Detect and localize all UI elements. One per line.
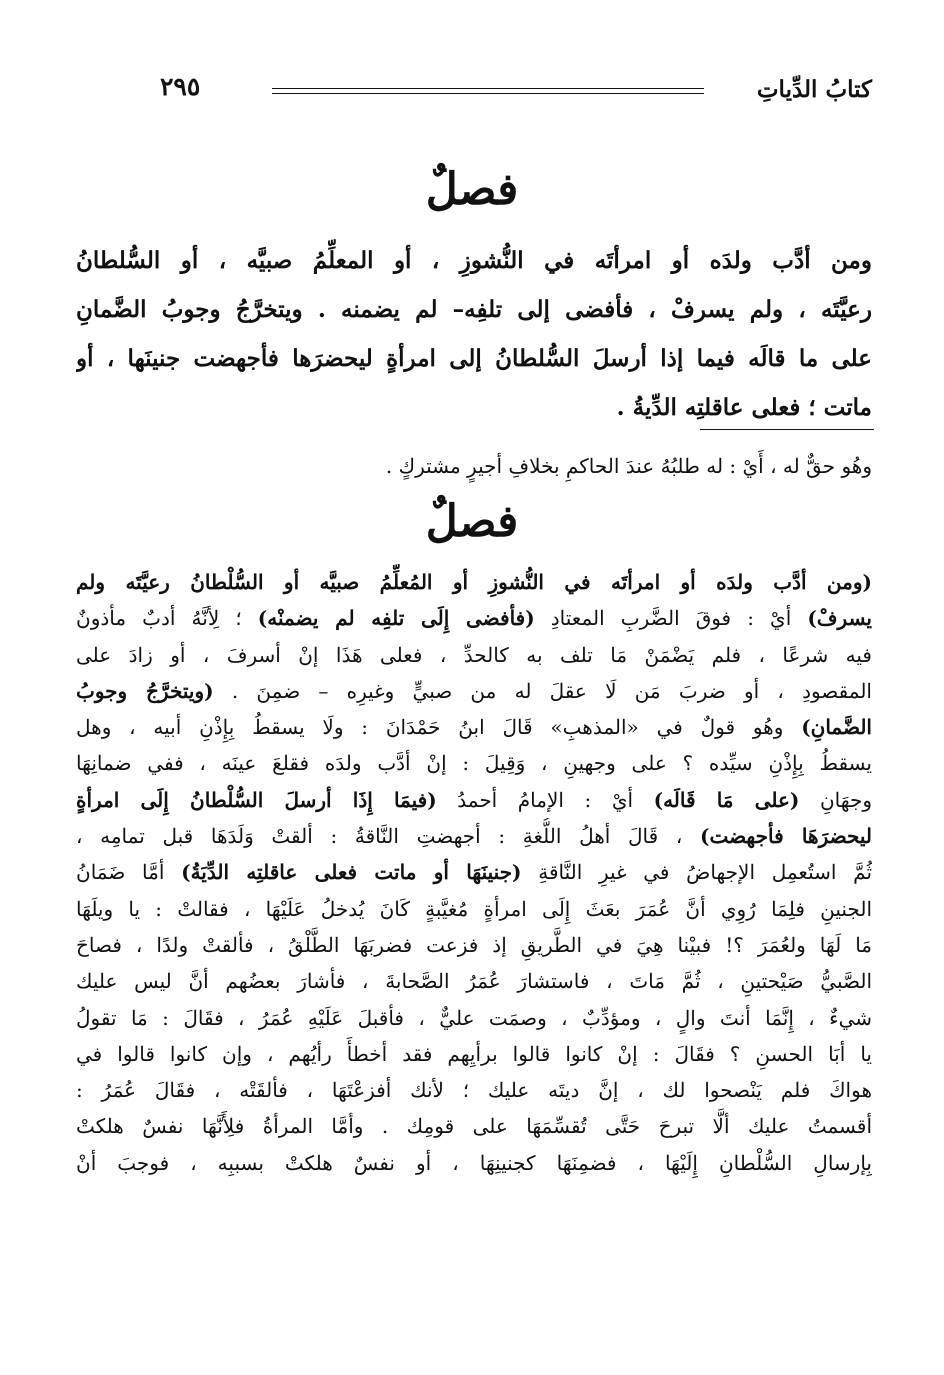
commentary-line bbox=[76, 963, 872, 999]
matn-line: على ما قالَه فيما إذا أرسلَ السُّلطانُ إلى امرأةٍ ليحضرَها فأجهضت جنينَها ، أو bbox=[76, 345, 872, 372]
commentary-run: ثُمَّ استُعمِل الإجهاضُ في غيرِ النَّاقةِ bbox=[521, 860, 872, 885]
commentary-run: أقسمتُ عليك ألَّا تبرحَ حَتَّى تُقسِّمَهَا على قومِك . وأمَّا المرأةُ فلِأَنَّهَا نفسٌ هلكتْ bbox=[76, 1114, 872, 1139]
commentary-line bbox=[76, 1108, 872, 1144]
commentary-line bbox=[76, 854, 872, 890]
commentary-run: يسقطُ بِإِذْنِ سيِّده ؟ على وجهينِ ، وَقِيلَ : إنْ أدَّب ولدَه فقلعَ عينَه ، ففي ضمانِهَا bbox=[76, 751, 872, 776]
commentary-line bbox=[76, 637, 872, 673]
commentary-run: شيءٌ ، إِنَّمَا أنتَ والٍ ، ومؤدِّبٌ ، وصمَت عليٌّ ، فأقبلَ عَلَيْهِ عُمَرُ ، فقَالَ : مَا تقولُ bbox=[76, 1005, 872, 1030]
commentary-run: وجهَانِ bbox=[799, 787, 872, 812]
matn-line: ماتت ؛ فعلى عاقلتِه الدِّيةُ . bbox=[616, 394, 872, 421]
commentary-run: ، قَالَ أهلُ اللُّغةِ : أجهضتِ النَّاقةُ : ألقتْ وَلَدَهَا قبل تمامِه ، bbox=[76, 824, 700, 849]
commentary-run: ؛ لِأنَّهُ أدبٌ مأذونٌ bbox=[76, 606, 258, 631]
footnote-text: وهُو حقٌّ له ، أَيْ : له طلبُهُ عندَ الحاكمِ بخلافِ أجيرٍ مشتركٍ . bbox=[385, 454, 872, 478]
matn-quote: ليحضرَهَا فأجهضت) bbox=[699, 824, 872, 849]
commentary-line bbox=[76, 927, 872, 963]
commentary-line bbox=[76, 745, 872, 781]
matn-quote: (جنينَهَا أو ماتت فعلى عاقلتِه الدِّيَةُ) bbox=[181, 860, 522, 885]
commentary-run: بِإرسالِ السُّلْطانِ إِلَيْهَا ، فضمِنَهَا كجنينِهَا ، أو نفسٌ هلكتْ بسببِه ، فوجبَ أنْ bbox=[76, 1150, 872, 1175]
commentary-line bbox=[76, 818, 872, 854]
page-header bbox=[160, 72, 872, 112]
section-heading: فصلٌ bbox=[425, 496, 519, 547]
commentary-run: الصَّبيُّ صَيْحتينِ ، ثُمَّ مَاتَ ، فاستشارَ عُمَرُ الصَّحابةَ ، فأشارَ بعضُهم أنَّ ليس عليك bbox=[76, 969, 872, 994]
commentary-run: هواكَ فلم يَنْصحوا لك ، إنَّ ديتَه عليك ؛ لأنك أفزعْتَهَا ، فألقَتْه ، فقَالَ عُمَرُ : bbox=[76, 1078, 872, 1103]
commentary-line bbox=[76, 782, 872, 818]
matn-line: رعيَّتَه ، ولم يسرفْ ، فأفضى إلى تلفِه– لم يضمنه . ويتخرَّجُ وجوبُ الضَّمانِ bbox=[76, 296, 872, 323]
matn-quote: (فأفضى إِلَى تلفِه لم يضمنْه) bbox=[257, 606, 535, 631]
matn-line: ومن أدَّب ولدَه أو امرأتَه في النُّشوزِ ، أو المعلِّمُ صبيَّه ، أو السُّلطانُ bbox=[76, 247, 872, 274]
matn-quote: (ومن أدَّب ولدَه أو امرأتَه في النُّشوزِ أو المُعلِّمُ صبيَّه أو السُّلْطانُ رعيَّتَه ولم bbox=[76, 570, 872, 594]
commentary-run: أيْ : فوقَ الضَّربِ المعتادِ bbox=[534, 606, 808, 631]
page-number: ٢٩٥ bbox=[160, 72, 201, 101]
matn-quote: (على مَا قَالَه) bbox=[653, 787, 800, 812]
matn-quote: (فيمَا إِذَا أرسلَ السُّلْطانُ إِلَى امرأةٍ bbox=[76, 787, 437, 812]
commentary-line bbox=[76, 673, 872, 709]
commentary-run: المقصودِ ، أو ضربَ مَن لَا عقلَ له من صبيٍّ وغيرِه – ضمِنَ . bbox=[213, 678, 872, 703]
commentary-text bbox=[76, 564, 872, 1181]
commentary-line bbox=[76, 709, 872, 745]
commentary-run: فيه شرعًا ، فلم يَضْمَنْ مَا تلف به كالحدِّ ، فعلى هَذَا إنْ أسرفَ ، أو زادَ على bbox=[76, 642, 872, 667]
commentary-line bbox=[76, 891, 872, 927]
commentary-line bbox=[76, 1000, 872, 1036]
commentary-run: الجنينِ فلِمَا رُوِي أنَّ عُمَرَ بعَثَ إِلَى امرأةٍ مُغيَّبةٍ كَانَ يُدخلُ عَلَيْهَا ، فقالتْ : يا ويلَهَا bbox=[76, 896, 872, 921]
commentary-run: مَا لَهَا ولعُمَرَ ؟! فبيْنا هِيَ في الطَّريقِ إذ فزعت فضربَهَا الطَّلْقُ ، فألقتْ ولدًا ، فصاحَ bbox=[76, 932, 872, 957]
footnote-rule bbox=[700, 429, 874, 430]
commentary-run: أيْ : الإمامُ أحمدُ bbox=[436, 787, 654, 812]
header-rule bbox=[272, 88, 704, 94]
commentary-line bbox=[76, 564, 872, 600]
commentary-run: أمَّا ضَمَانُ bbox=[76, 860, 182, 885]
commentary-run: وهُو قولٌ في «المذهبِ» قَالَ ابنُ حَمْدَانَ : ولَا يسقطُ بِإِذْنِ أبيه ، وهل bbox=[76, 715, 802, 740]
section-heading: فصلٌ bbox=[425, 164, 519, 215]
matn-quote: (ويتخرَّجُ وجوبُ bbox=[76, 678, 214, 703]
commentary-run: يا أبَا الحسنِ ؟ فقَالَ : إنْ كانوا قالوا برأيِهم فقد أخطأَ رأيُهم ، وإن كانوا قالوا في bbox=[76, 1041, 872, 1066]
commentary-line bbox=[76, 1036, 872, 1072]
commentary-line bbox=[76, 1072, 872, 1108]
matn-text bbox=[76, 236, 872, 432]
commentary-line bbox=[76, 1145, 872, 1181]
commentary-line bbox=[76, 600, 872, 636]
matn-quote: الضَّمانِ) bbox=[801, 715, 872, 740]
matn-quote: يسرفْ) bbox=[807, 606, 872, 631]
running-title: كتابُ الدِّياتِ bbox=[756, 76, 872, 103]
